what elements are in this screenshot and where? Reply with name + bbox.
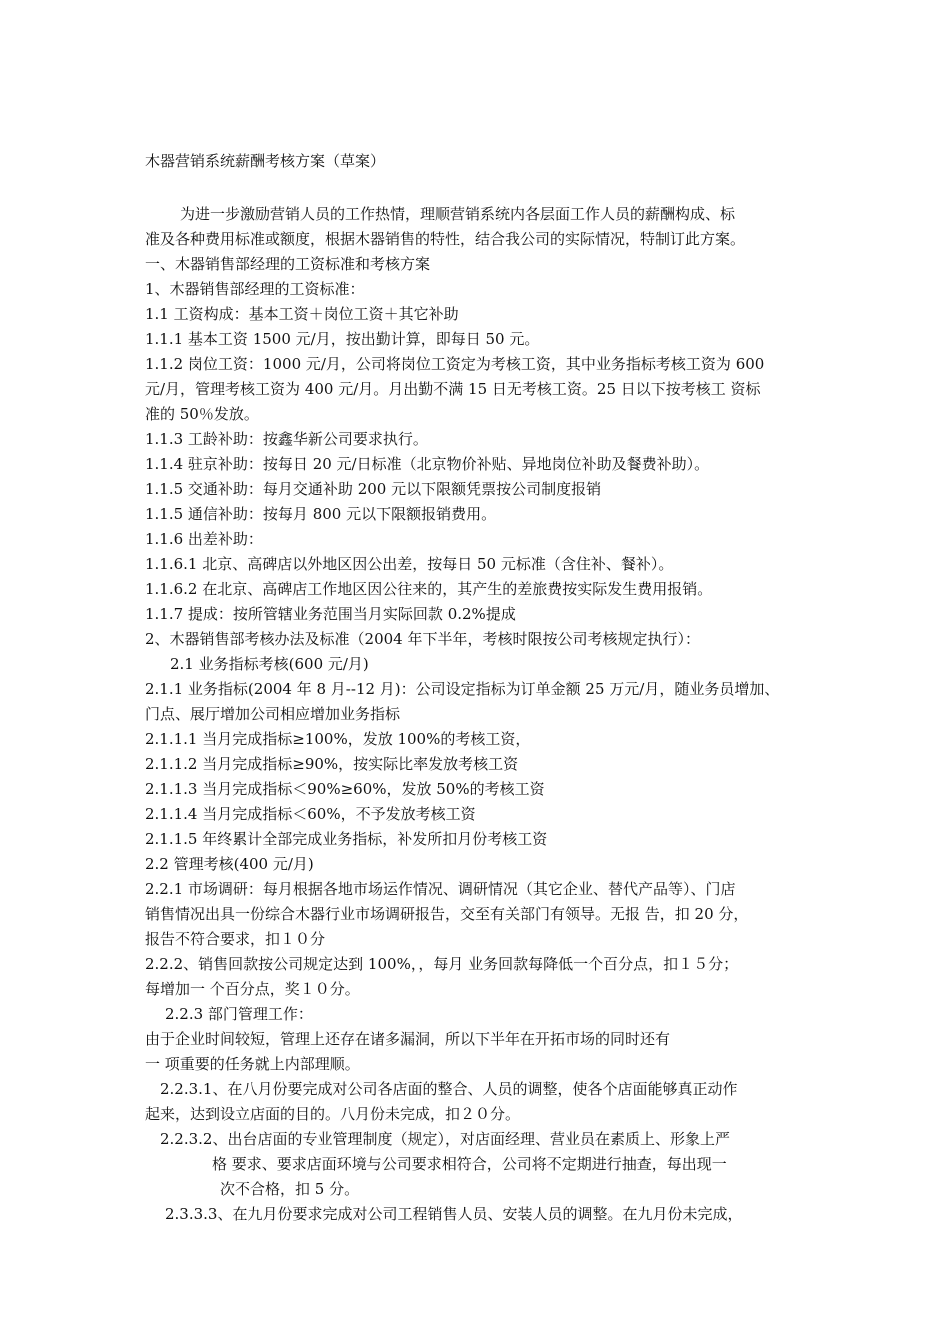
paragraph-line: 1.1.4 驻京补助：按每日 20 元/日标准（北京物价补贴、异地岗位补助及餐费补助）。 [145, 455, 710, 473]
paragraph-line: 2.1 业务指标考核(600 元/月) [170, 655, 369, 673]
paragraph-line: 1.1.6.2 在北京、高碑店工作地区因公往来的，其产生的差旅费按实际发生费用报销。 [145, 580, 713, 598]
paragraph-line: 元/月，管理考核工资为 400 元/月。月出勤不满 15 日无考核工资。25 日以下按考核工 资标 [145, 380, 761, 398]
paragraph-line: 门点、展厅增加公司相应增加业务指标 [145, 705, 401, 723]
paragraph-line: 1.1 工资构成：基本工资＋岗位工资＋其它补助 [145, 305, 459, 323]
paragraph-line: 2.2.3 部门管理工作： [165, 1005, 313, 1023]
paragraph-line: 由于企业时间较短，管理上还存在诸多漏洞，所以下半年在开拓市场的同时还有 [145, 1030, 671, 1048]
paragraph-line: 起来，达到设立店面的目的。八月份未完成，扣２０分。 [145, 1105, 521, 1123]
paragraph-line: 准的 50％发放。 [145, 405, 259, 423]
paragraph-line: 2、木器销售部考核办法及标准（2004 年下半年，考核时限按公司考核规定执行）： [145, 630, 700, 648]
paragraph-line: 销售情况出具一份综合木器行业市场调研报告，交至有关部门有领导。无报 告，扣 20 分， [145, 905, 749, 923]
paragraph-line: 格 要求、要求店面环境与公司要求相符合，公司将不定期进行抽查，每出现一 [212, 1155, 727, 1173]
document-title: 木器营销系统薪酬考核方案（草案） [145, 152, 386, 170]
intro-line-1: 为进一步激励营销人员的工作热情，理顺营销系统内各层面工作人员的薪酬构成、标 [180, 205, 736, 223]
paragraph-line: 2.1.1 业务指标(2004 年 8 月--12 月)：公司设定指标为订单金额 25 万元/月，随业务员增加、 [145, 680, 780, 698]
paragraph-line: 2.1.1.1 当月完成指标≥100%，发放 100%的考核工资， [145, 730, 531, 748]
paragraph-line: 2.2.3.2、出台店面的专业管理制度（规定），对店面经理、营业员在素质上、形象上严 [160, 1130, 730, 1148]
paragraph-line: 2.1.1.2 当月完成指标≥90%，按实际比率发放考核工资 [145, 755, 519, 773]
paragraph-line: 2.2 管理考核(400 元/月) [145, 855, 314, 873]
paragraph-line: 2.1.1.5 年终累计全部完成业务指标，补发所扣月份考核工资 [145, 830, 548, 848]
paragraph-line: 1.1.6.1 北京、高碑店以外地区因公出差，按每日 50 元标准（含住补、餐补）。 [145, 555, 674, 573]
paragraph-line: 1.1.6 出差补助： [145, 530, 263, 548]
section-heading: 一、木器销售部经理的工资标准和考核方案 [145, 255, 431, 273]
paragraph-line: 1.1.5 交通补助：每月交通补助 200 元以下限额凭票按公司制度报销 [145, 480, 602, 498]
paragraph-line: 2.1.1.4 当月完成指标＜60%，不予发放考核工资 [145, 805, 476, 823]
paragraph-line: 2.2.3.1、在八月份要完成对公司各店面的整合、人员的调整，使各个店面能够真正动作 [160, 1080, 738, 1098]
paragraph-line: 2.2.2、销售回款按公司规定达到 100%，，每月 业务回款每降低一个百分点，扣１５分； [145, 955, 739, 973]
paragraph-line: 一 项重要的任务就上内部理顺。 [145, 1055, 360, 1073]
paragraph-line: 1.1.7 提成：按所管辖业务范围当月实际回款 0.2%提成 [145, 605, 516, 623]
paragraph-line: 1.1.5 通信补助：按每月 800 元以下限额报销费用。 [145, 505, 497, 523]
paragraph-line: 次不合格，扣 5 分。 [220, 1180, 360, 1198]
paragraph-line: 1.1.3 工龄补助：按鑫华新公司要求执行。 [145, 430, 428, 448]
paragraph-line: 1、木器销售部经理的工资标准： [145, 280, 365, 298]
paragraph-line: 报告不符合要求，扣１０分 [145, 930, 326, 948]
intro-line-2: 准及各种费用标准或额度，根据木器销售的特性，结合我公司的实际情况，特制订此方案。 [145, 230, 746, 248]
paragraph-line: 2.3.3.3、在九月份要求完成对公司工程销售人员、安装人员的调整。在九月份未完成， [165, 1205, 743, 1223]
paragraph-line: 1.1.1 基本工资 1500 元/月，按出勤计算，即每日 50 元。 [145, 330, 540, 348]
paragraph-line: 每增加一 个百分点，奖１０分。 [145, 980, 360, 998]
paragraph-line: 1.1.2 岗位工资：1000 元/月，公司将岗位工资定为考核工资，其中业务指标考核工资为 600 [145, 355, 765, 373]
paragraph-line: 2.2.1 市场调研：每月根据各地市场运作情况、调研情况（其它企业、替代产品等）、门店 [145, 880, 736, 898]
paragraph-line: 2.1.1.3 当月完成指标＜90%≥60%，发放 50%的考核工资 [145, 780, 545, 798]
